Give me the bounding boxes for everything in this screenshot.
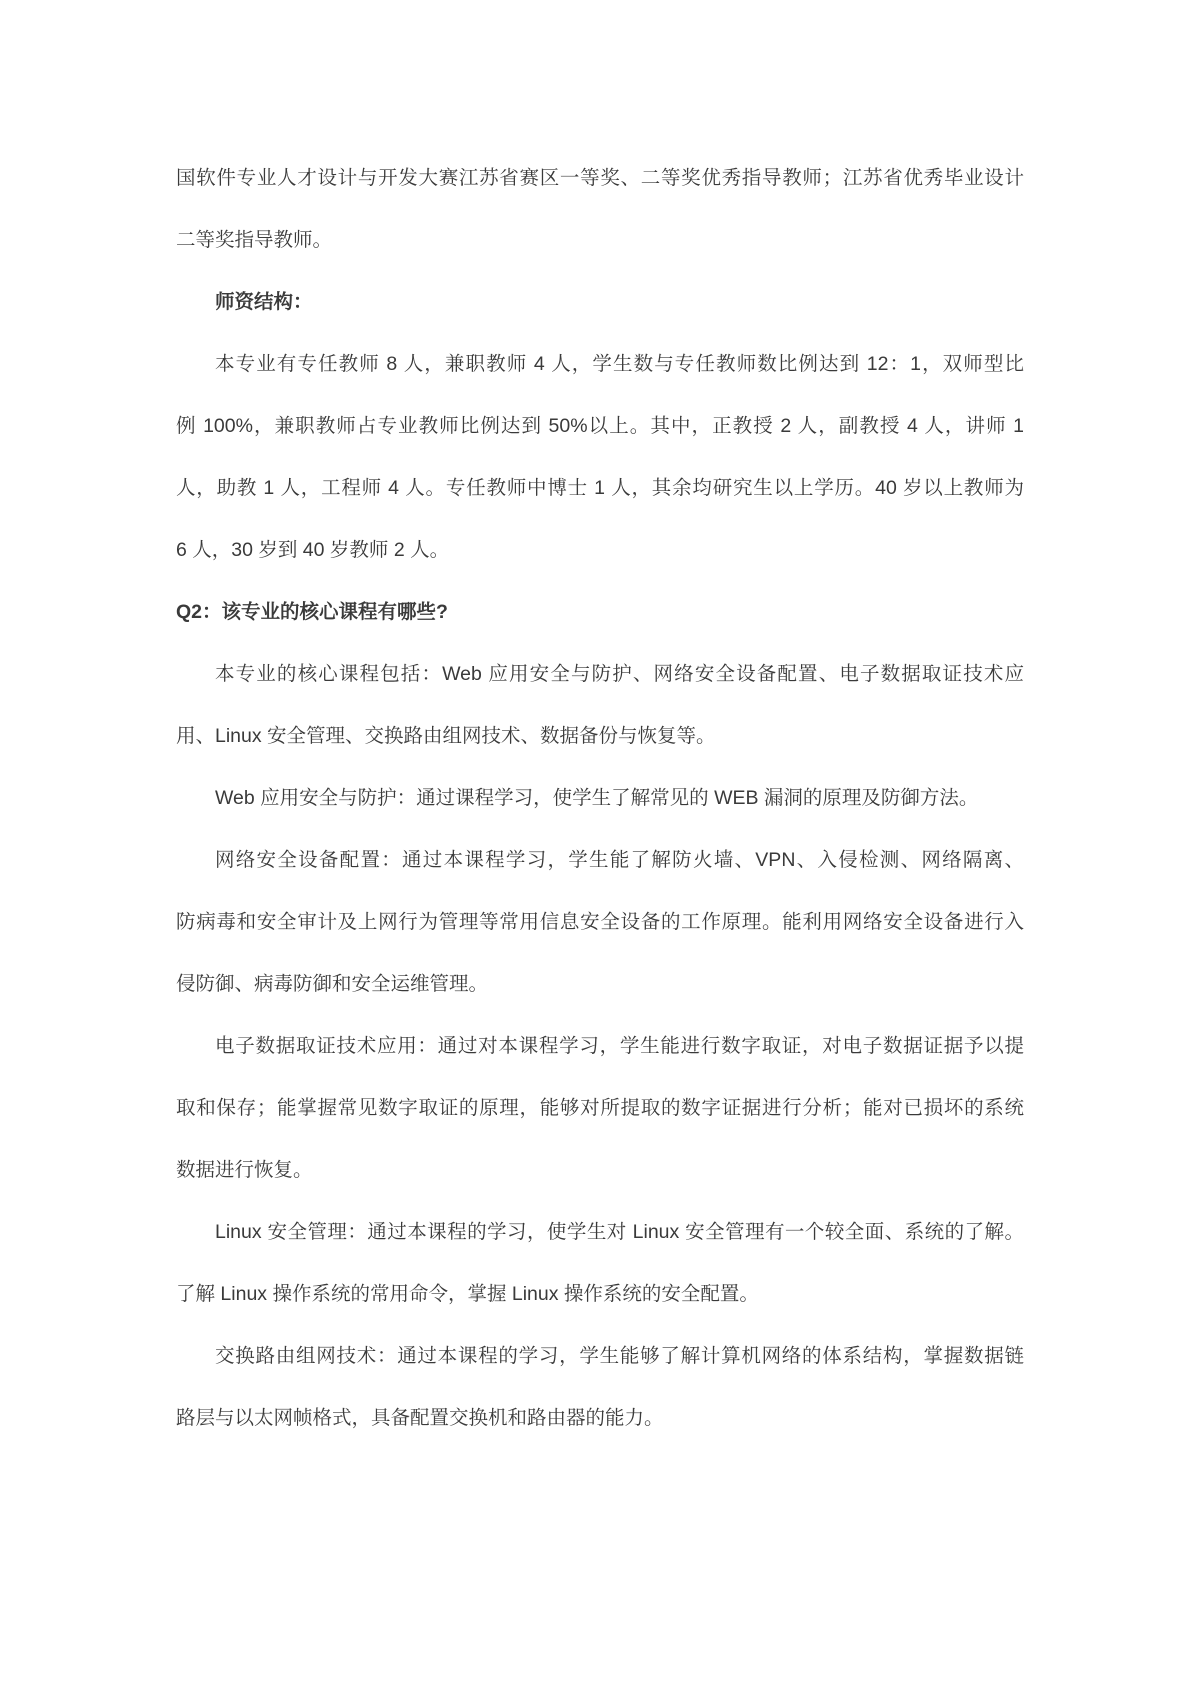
text-line: 用、Linux 安全管理、交换路由组网技术、数据备份与恢复等。 [176, 725, 716, 747]
para-linux-security [176, 1201, 1024, 1325]
para-award-continuation [176, 147, 1024, 271]
text-line: 侵防御、病毒防御和安全运维管理。 [176, 973, 489, 995]
text-line: 路层与以太网帧格式，具备配置交换机和路由器的能力。 [176, 1407, 664, 1429]
para-switching-routing [176, 1325, 1024, 1449]
para-web-app-security [176, 767, 1024, 829]
text-line: 交换路由组网技术：通过本课程的学习，学生能够了解计算机网络的体系结构，掌握数据链 [215, 1345, 1024, 1367]
para-network-security-devices [176, 829, 1024, 1015]
text-line: 数据进行恢复。 [176, 1159, 313, 1181]
text-line: Linux 安全管理：通过本课程的学习，使学生对 Linux 安全管理有一个较全面、系统的了解。 [215, 1221, 1024, 1243]
text-line: 例 100%，兼职教师占专业教师比例达到 50%以上。其中，正教授 2 人，副教授 4 人，讲师 1 [176, 415, 1024, 437]
text-line: 人，助教 1 人，工程师 4 人。专任教师中博士 1 人，其余均研究生以上学历。40 岁以上教师为 [176, 477, 1024, 499]
para-core-course-list [176, 643, 1024, 767]
text-line: Web 应用安全与防护：通过课程学习，使学生了解常见的 WEB 漏洞的原理及防御方法。 [215, 787, 979, 809]
heading-q2-core-courses [176, 581, 1024, 643]
text-line: 了解 Linux 操作系统的常用命令，掌握 Linux 操作系统的安全配置。 [176, 1283, 759, 1305]
text-line: 国软件专业人才设计与开发大赛江苏省赛区一等奖、二等奖优秀指导教师；江苏省优秀毕业设计 [176, 167, 1024, 189]
text-line: 本专业的核心课程包括：Web 应用安全与防护、网络安全设备配置、电子数据取证技术应 [215, 663, 1024, 685]
text-line: 本专业有专任教师 8 人，兼职教师 4 人，学生数与专任教师数比例达到 12：1，双师型比 [215, 353, 1024, 375]
text-line: 师资结构： [215, 291, 313, 313]
text-line: 二等奖指导教师。 [176, 229, 333, 251]
text-line: Q2：该专业的核心课程有哪些? [176, 601, 448, 623]
para-digital-forensics [176, 1015, 1024, 1201]
document-text-body [176, 147, 1024, 1449]
text-line: 网络安全设备配置：通过本课程学习，学生能了解防火墙、VPN、入侵检测、网络隔离、 [215, 849, 1024, 871]
para-faculty-detail [176, 333, 1024, 581]
text-line: 6 人，30 岁到 40 岁教师 2 人。 [176, 539, 450, 561]
text-line: 取和保存；能掌握常见数字取证的原理，能够对所提取的数字证据进行分析；能对已损坏的系统 [176, 1097, 1024, 1119]
text-line: 电子数据取证技术应用：通过对本课程学习，学生能进行数字取证，对电子数据证据予以提 [215, 1035, 1024, 1057]
text-line: 防病毒和安全审计及上网行为管理等常用信息安全设备的工作原理。能利用网络安全设备进行入 [176, 911, 1024, 933]
heading-faculty-structure [176, 271, 1024, 333]
